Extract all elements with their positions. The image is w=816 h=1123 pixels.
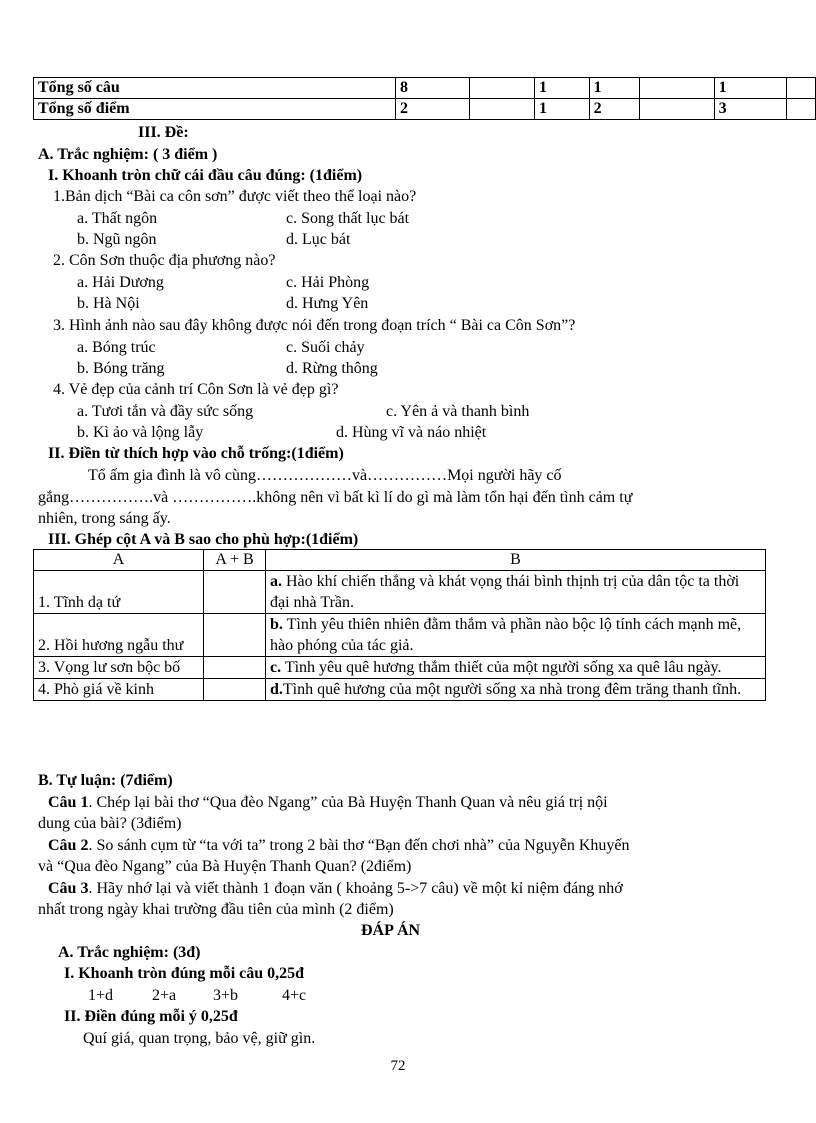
question-1: 1.Bản dịch “Bài ca côn sơn” được viết theo thể loại nào? [53, 188, 417, 205]
summary-cell [787, 99, 816, 120]
essay-text: . Chép lại bài thơ “Qua đèo Ngang” của Bà Huyện Thanh Quan và nêu giá trị nội [88, 794, 608, 811]
summary-cell: 2 [396, 99, 470, 120]
essay-3-cont: nhất trong ngày khai trường đầu tiên của mình (2 điểm) [38, 901, 394, 918]
option: b. Kì ảo và lộng lẫy [77, 424, 204, 441]
table-row [34, 571, 766, 614]
exam-title: III. Đề: [138, 124, 189, 141]
summary-cell: 2 [589, 99, 640, 120]
summary-cell [640, 78, 714, 99]
summary-label: Tổng số câu [34, 78, 396, 99]
answer-key: 1+d [88, 987, 114, 1004]
essay-3 [48, 878, 623, 899]
match-a: 1. Tĩnh dạ tứ [34, 571, 204, 614]
match-answer-cell [204, 571, 266, 614]
summary-cell [470, 78, 534, 99]
option: c. Yên ả và thanh bình [386, 403, 530, 420]
part-a-heading: A. Trắc nghiệm: ( 3 điểm ) [38, 146, 218, 163]
section-3-heading: III. Ghép cột A và B sao cho phù hợp:(1điểm) [48, 531, 359, 548]
question-4: 4. Vẻ đẹp của cảnh trí Côn Sơn là vẻ đẹp gì? [53, 381, 339, 398]
match-answer-cell [204, 679, 266, 701]
header-b: B [266, 550, 766, 571]
answer-title: ĐÁP ÁN [361, 922, 421, 939]
essay-2-cont: và “Qua đèo Ngang” của Bà Huyện Thanh Quan? (2điểm) [38, 858, 412, 875]
summary-cell: 1 [534, 78, 589, 99]
summary-cell [640, 99, 714, 120]
option: a. Tươi tắn và đầy sức sống [77, 403, 254, 420]
header-ab: A + B [204, 550, 266, 571]
table-row [34, 99, 816, 120]
essay-text: . So sánh cụm từ “ta với ta” trong 2 bài thơ “Bạn đến chơi nhà” của Nguyễn Khuyến [88, 837, 630, 854]
summary-cell [470, 99, 534, 120]
match-b [266, 657, 766, 679]
match-b-text: Tình yêu quê hương thắm thiết của một người sống xa quê lâu ngày. [281, 659, 722, 676]
option: d. Lục bát [286, 231, 351, 248]
fill-line: nhiên, trong sáng ấy. [38, 510, 171, 527]
option: b. Ngũ ngôn [77, 231, 157, 248]
answer-key: 2+a [152, 987, 177, 1004]
match-b [266, 679, 766, 701]
summary-cell: 1 [714, 78, 786, 99]
table-row [34, 679, 766, 701]
match-b-letter: c. [270, 659, 282, 676]
essay-text: . Hãy nhớ lại và viết thành 1 đoạn văn ( khoảng 5->7 câu) về một kỉ niệm đáng nhớ [88, 880, 623, 897]
match-b-text: Tình quê hương của một người sống xa nhà trong đêm trăng thanh tĩnh. [282, 681, 742, 698]
match-a: 4. Phò giá về kinh [34, 679, 204, 701]
essay-2 [48, 835, 629, 856]
fill-line: gắng…………….và …………….không nên vì bất kì lí do gì mà làm tổn hại đến tình cảm tự [38, 489, 633, 506]
option: a. Thất ngôn [77, 210, 158, 227]
option: a. Hải Dương [77, 274, 164, 291]
option: c. Song thất lục bát [286, 210, 410, 227]
essay-label: Câu 2 [48, 837, 89, 854]
essay-1-cont: dung của bài? (3điểm) [38, 815, 182, 832]
option: b. Bóng trăng [77, 360, 165, 377]
question-3: 3. Hình ảnh nào sau đây không được nói đến trong đoạn trích “ Bài ca Côn Sơn”? [53, 317, 576, 334]
summary-table [33, 77, 816, 120]
option: d. Rừng thông [286, 360, 378, 377]
match-table [33, 549, 766, 701]
summary-cell: 1 [534, 99, 589, 120]
match-b-text: Hào khí chiến thắng và khát vọng thái bình thịnh trị của dân tộc ta thời đại nhà Trần. [270, 573, 740, 611]
summary-cell [787, 78, 816, 99]
table-row [34, 657, 766, 679]
answer-fill: Quí giá, quan trọng, bảo vệ, giữ gìn. [83, 1030, 316, 1047]
table-header-row [34, 550, 766, 571]
summary-cell: 8 [396, 78, 470, 99]
match-b-text: Tình yêu thiên nhiên đằm thắm và phần nào bộc lộ tính cách mạnh mẽ, hào phóng của tác giả. [270, 616, 742, 654]
section-2-heading: II. Điền từ thích hợp vào chỗ trống:(1điểm) [48, 445, 344, 462]
summary-cell: 1 [589, 78, 640, 99]
answer-sec2: II. Điền đúng mỗi ý 0,25đ [64, 1008, 238, 1025]
section-1-heading: I. Khoanh tròn chữ cái đầu câu đúng: (1điểm) [48, 167, 363, 184]
match-answer-cell [204, 614, 266, 657]
option: d. Hưng Yên [286, 295, 369, 312]
match-b [266, 614, 766, 657]
fill-line: Tổ ấm gia đình là vô cùng………………và……………Mọi người hãy cố [88, 467, 562, 484]
option: b. Hà Nội [77, 295, 140, 312]
header-a: A [34, 550, 204, 571]
answer-part-a: A. Trắc nghiệm: (3đ) [58, 944, 201, 961]
match-a: 3. Vọng lư sơn bộc bố [34, 657, 204, 679]
question-2: 2. Côn Sơn thuộc địa phương nào? [53, 252, 276, 269]
essay-1 [48, 792, 608, 813]
essay-label: Câu 1 [48, 794, 89, 811]
summary-cell: 3 [714, 99, 786, 120]
match-b [266, 571, 766, 614]
match-b-letter: b. [270, 616, 283, 633]
answer-key: 4+c [282, 987, 307, 1004]
option: c. Hải Phòng [286, 274, 370, 291]
answer-key: 3+b [213, 987, 239, 1004]
match-b-letter: a. [270, 573, 282, 590]
match-answer-cell [204, 657, 266, 679]
summary-label: Tổng số điểm [34, 99, 396, 120]
page-number: 72 [390, 1058, 406, 1074]
answer-sec1: I. Khoanh tròn đúng mỗi câu 0,25đ [64, 965, 305, 982]
option: c. Suối chảy [286, 339, 365, 356]
option: d. Hùng vĩ và náo nhiệt [336, 424, 487, 441]
option: a. Bóng trúc [77, 339, 156, 356]
table-row [34, 78, 816, 99]
match-a: 2. Hồi hương ngẫu thư [34, 614, 204, 657]
match-b-letter: d. [270, 681, 283, 698]
table-row [34, 614, 766, 657]
part-b-heading: B. Tự luận: (7điểm) [38, 772, 173, 789]
essay-label: Câu 3 [48, 880, 89, 897]
